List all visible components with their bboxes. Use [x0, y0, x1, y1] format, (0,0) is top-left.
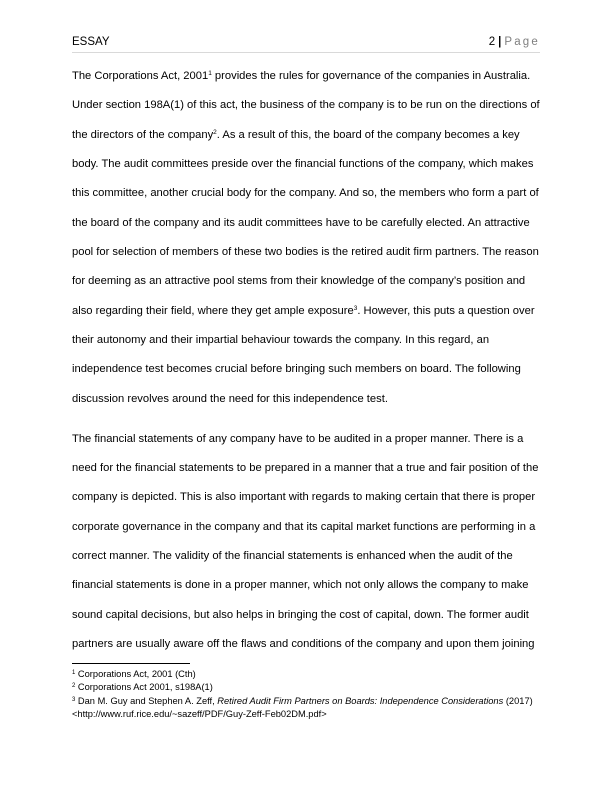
- body-line: [72, 332, 489, 348]
- footnote: [72, 695, 533, 707]
- body-line: [72, 548, 513, 564]
- body-line-text: company is depicted. This is also important with regards to making certain that there is proper: [72, 491, 536, 503]
- body-line-text: The financial statements of any company have to be audited in a proper manner. There is a: [72, 433, 524, 445]
- body-line-text: their autonomy and their impartial behaviour towards the company. In this regard, an: [72, 334, 490, 346]
- body-line: [72, 519, 535, 535]
- body-line-text: the directors of the company: [72, 129, 214, 141]
- body-line: [72, 303, 535, 319]
- footnote: [72, 708, 327, 720]
- body-line: [72, 97, 540, 113]
- body-line: [72, 607, 529, 623]
- body-line: [72, 68, 530, 84]
- body-line-text: financial statements is done in a proper manner, which not only allows the company to make: [72, 579, 529, 591]
- footnote-marker: 2: [213, 129, 217, 136]
- footnote: [72, 681, 213, 693]
- footnote-marker: 1: [72, 670, 76, 676]
- body-line: [72, 127, 520, 143]
- body-line-text: also regarding their field, where they get ample exposure: [72, 305, 354, 317]
- body-line-text: this committee, another crucial body for the company. And so, the members who form a part of: [72, 187, 539, 199]
- body-line: [72, 273, 525, 289]
- footnote-marker: 3: [353, 305, 358, 312]
- body-line-text: the board of the company and its audit committees have to be carefully elected. An attractive: [72, 217, 530, 229]
- body-line-text: . As a result of this, the board of the company becomes a key: [216, 129, 520, 141]
- footnote-marker: 1: [208, 70, 212, 77]
- body-line: [72, 215, 530, 231]
- page-indicator: [489, 36, 540, 48]
- body-line: [72, 156, 533, 172]
- body-line: [72, 489, 535, 505]
- body-line-text: provides the rules for governance of the companies in Australia.: [211, 70, 531, 82]
- body-line-text: partners are usually aware off the flaws and conditions of the company and upon them joining: [72, 638, 535, 650]
- body-line-text: discussion revolves around the need for this independence test.: [72, 393, 388, 405]
- footnote-marker: 3: [72, 697, 76, 703]
- footnote-separator: [72, 663, 190, 664]
- body-line: [72, 185, 539, 201]
- body-line: [72, 577, 528, 593]
- body-line-text: correct manner. The validity of the financial statements is enhanced when the audit of the: [72, 550, 513, 562]
- footnote-text: Dan M. Guy and Stephen A. Zeff,: [75, 696, 218, 706]
- body-line-text: independence test becomes crucial before bringing such members on board. The following: [72, 363, 521, 375]
- body-line: [72, 431, 523, 447]
- citation-title: Retired Audit Firm Partners on Boards: Independence Considerations: [217, 696, 504, 706]
- body-line-text: pool for selection of members of these two bodies is the retired audit firm partners. The reason: [72, 246, 539, 258]
- header-separator: |: [498, 36, 502, 48]
- body-line: [72, 244, 539, 260]
- footnote: [72, 668, 196, 680]
- body-line: [72, 391, 388, 407]
- page-header: [72, 36, 540, 53]
- body-line-text: . However, this puts a question over: [357, 305, 535, 317]
- body-line-text: need for the financial statements to be prepared in a manner that a true and fair position of the: [72, 462, 539, 474]
- header-title: ESSAY: [72, 36, 110, 48]
- page-label: Page: [504, 36, 540, 48]
- body-line-text: sound capital decisions, but also helps in bringing the cost of capital, down. The former audit: [72, 609, 529, 621]
- footnote-text: Corporations Act, 2001 (Cth): [75, 669, 196, 679]
- body-line: [72, 636, 535, 652]
- body-line-text: corporate governance in the company and that its capital market functions are performing in a: [72, 521, 536, 533]
- body-line-text: The Corporations Act, 2001: [72, 70, 209, 82]
- footnote-text: Corporations Act 2001, s198A(1): [75, 682, 213, 692]
- footnote-text: <http://www.ruf.rice.edu/~sazeff/PDF/Guy-Zeff-Feb02DM.pdf>: [72, 709, 327, 719]
- body-line-text: Under section 198A(1) of this act, the business of the company is to be run on the directions of: [72, 99, 540, 111]
- footnote-text: (2017): [503, 696, 533, 706]
- body-line-text: body. The audit committees preside over the financial functions of the company, which makes: [72, 158, 534, 170]
- footnote-marker: 2: [72, 683, 76, 689]
- body-line-text: for deeming as an attractive pool stems from their knowledge of the company’s position and: [72, 275, 526, 287]
- body-line: [72, 361, 521, 377]
- body-line: [72, 460, 538, 476]
- page-number: 2: [488, 36, 496, 48]
